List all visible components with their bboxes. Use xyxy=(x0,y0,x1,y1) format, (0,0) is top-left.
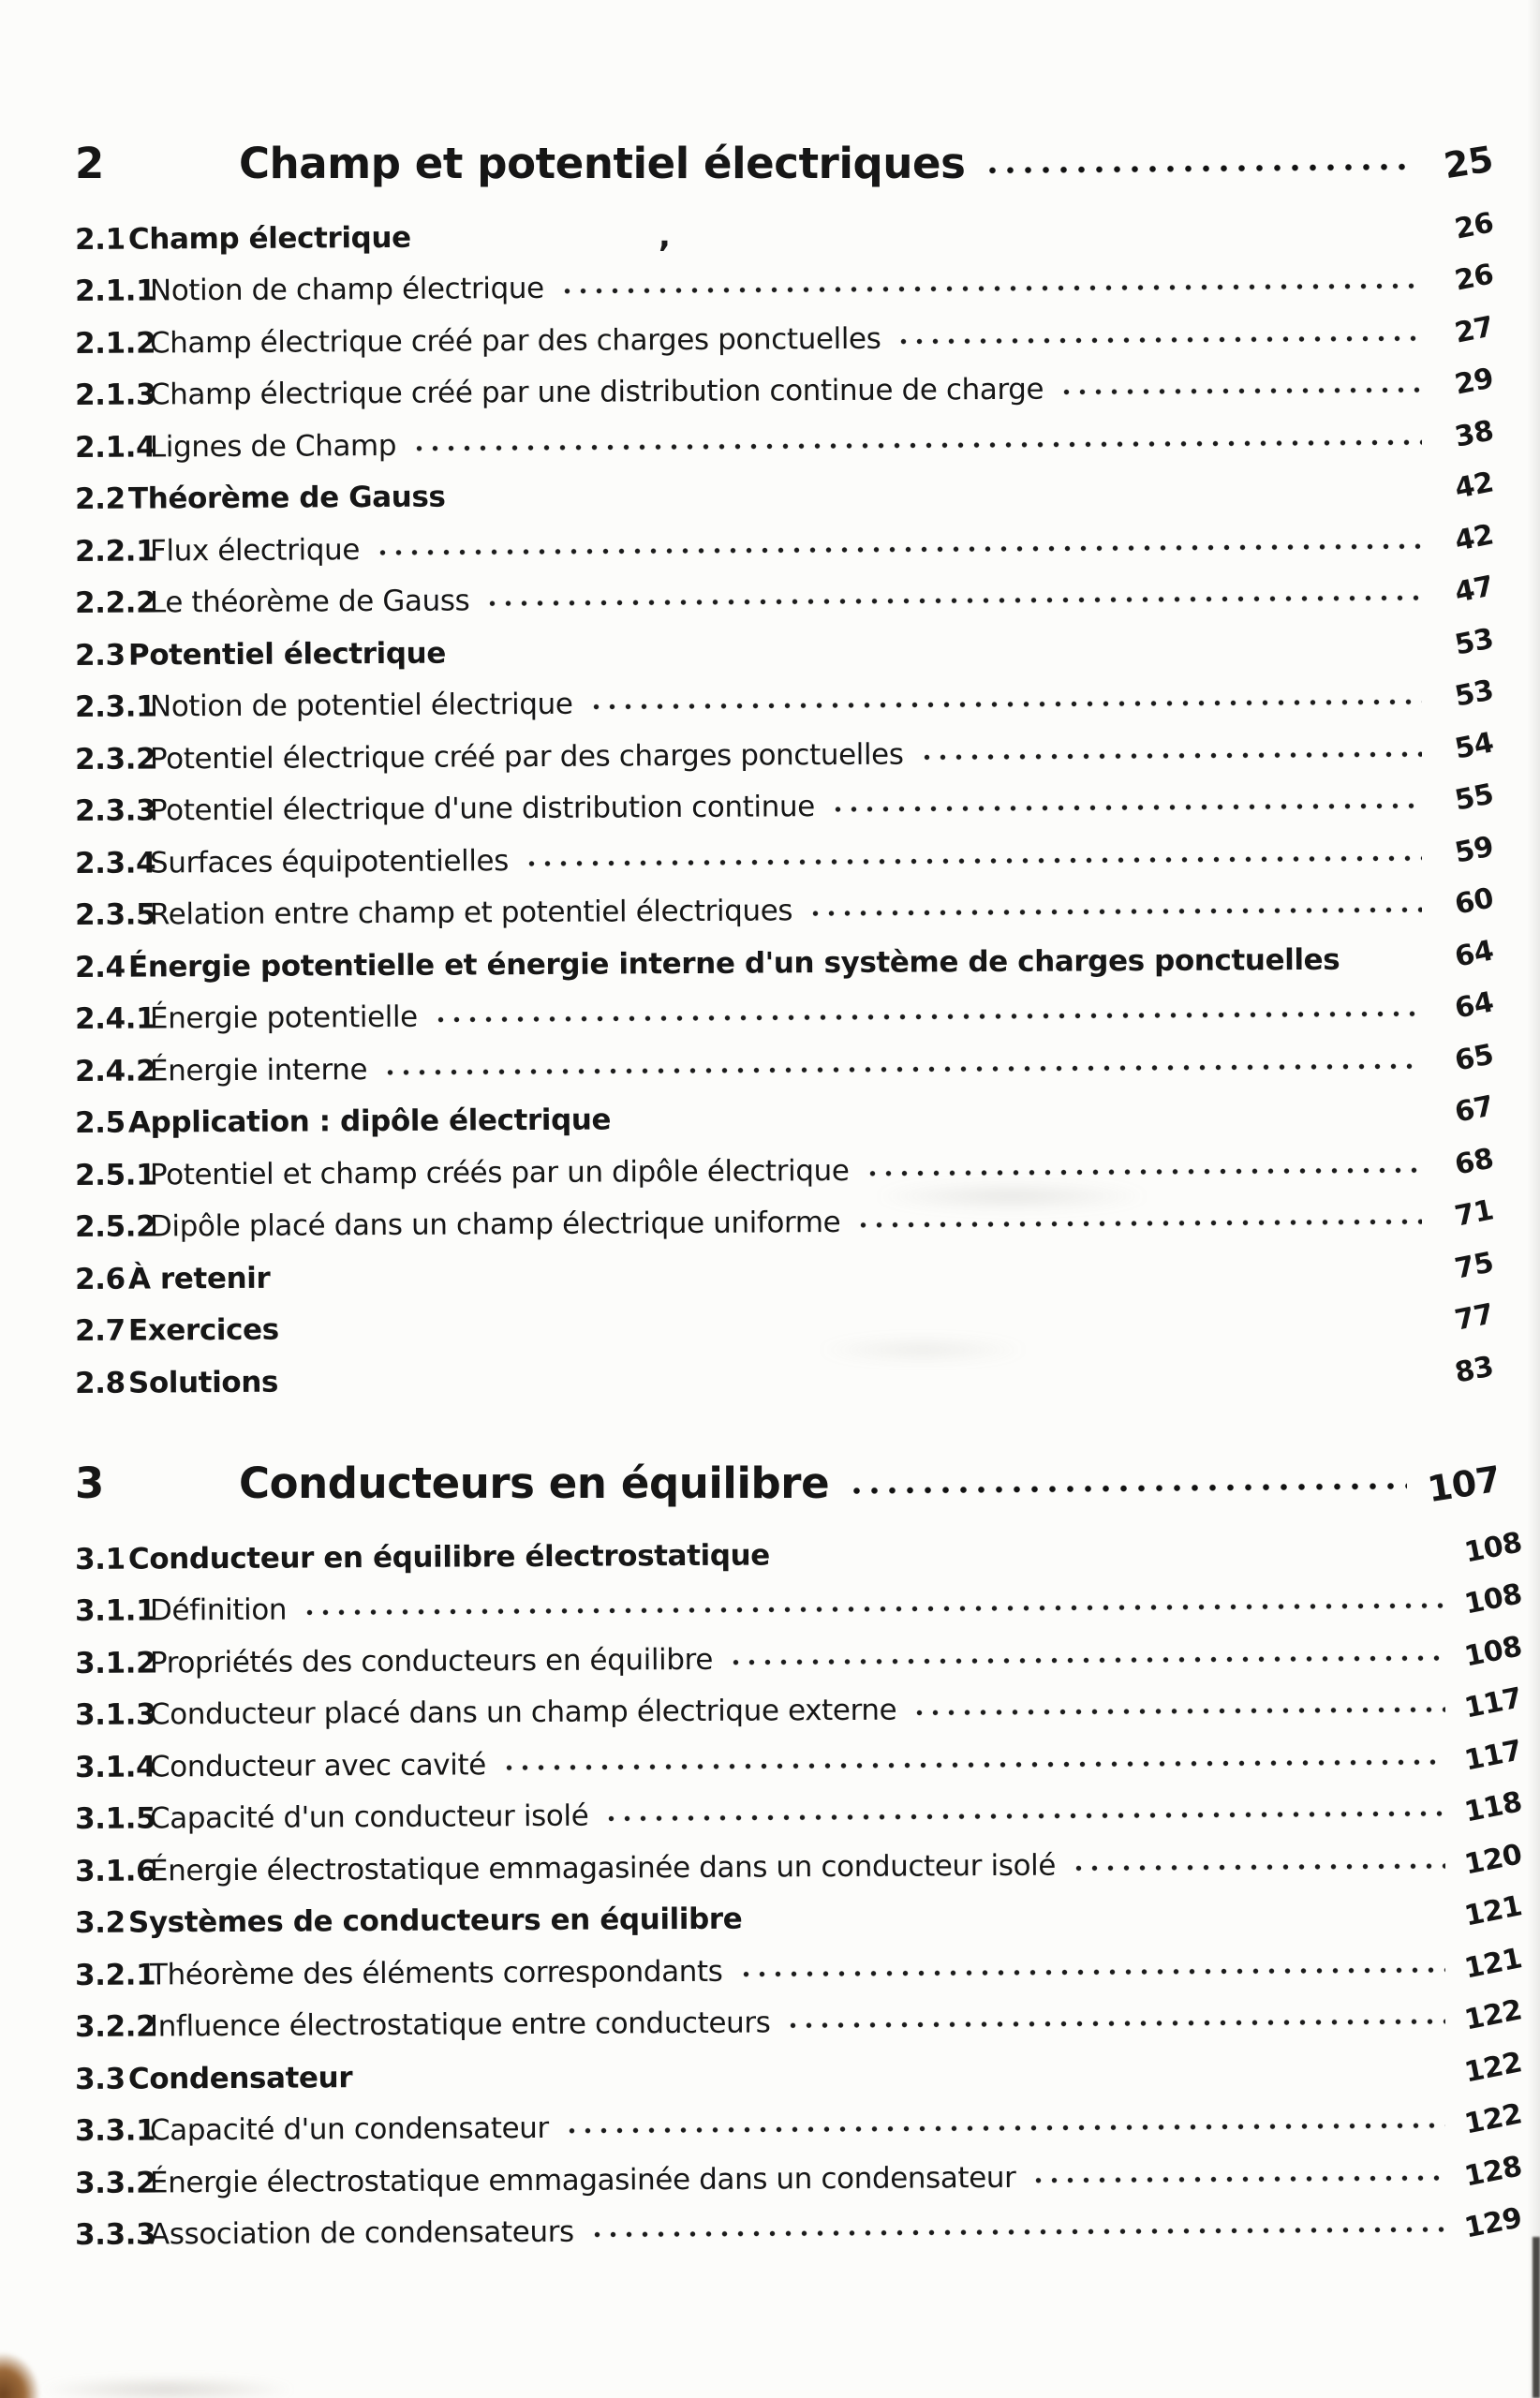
toc-entry xyxy=(75,569,1497,629)
dotted-leader xyxy=(728,1652,1445,1666)
toc-entry-page-number: 71 xyxy=(1452,1193,1497,1235)
toc-entry-title: Condensateur xyxy=(127,2060,353,2095)
toc-entry-page-number: 53 xyxy=(1452,622,1497,662)
toc-entry-page-number: 122 xyxy=(1461,2045,1525,2090)
dotted-leader xyxy=(603,1809,1444,1823)
toc-entry xyxy=(74,2096,1525,2157)
toc-entry-title: Le théorème de Gauss xyxy=(149,584,470,620)
toc-entry xyxy=(75,308,1497,369)
toc-entry-title: Relation entre champ et potentiel électriques xyxy=(149,894,793,932)
toc-entry-page-number: 121 xyxy=(1461,1889,1525,1933)
toc-entry-title: Surfaces équipotentielles xyxy=(149,843,510,880)
toc-entry-page-number: 29 xyxy=(1452,362,1497,403)
toc-entry-page-number: 47 xyxy=(1452,570,1497,611)
toc-entry-number: 3.2.2 xyxy=(74,2009,156,2044)
dotted-leader xyxy=(484,593,1422,608)
toc-entry-number: 2.3.1 xyxy=(74,689,156,724)
page-curvature-shadow xyxy=(1527,0,1540,2398)
toc-entry-page-number: 64 xyxy=(1452,985,1497,1027)
toc-entry-number: 3.1.6 xyxy=(74,1853,156,1888)
toc-entry xyxy=(75,1296,1497,1357)
toc-entry xyxy=(75,620,1497,681)
toc-entry xyxy=(74,1524,1525,1585)
toc-entry-page-number: 42 xyxy=(1452,466,1497,507)
toc-entry-page-number: 118 xyxy=(1461,1785,1525,1829)
dotted-leader xyxy=(757,1913,1444,1926)
toc-entry xyxy=(74,1888,1525,1949)
toc-entry xyxy=(75,412,1497,473)
toc-entry-number: 2.3 xyxy=(74,637,126,673)
toc-entry-page-number: 122 xyxy=(1461,1993,1525,2037)
toc-entry xyxy=(75,724,1497,785)
toc-entry xyxy=(74,1732,1525,1793)
toc-entry-number: 2.5.2 xyxy=(74,1209,156,1244)
stray-ink-mark-artifact: , xyxy=(659,217,671,255)
toc-entry-number: 2.8 xyxy=(74,1365,126,1400)
toc-entry-title: Énergie potentielle xyxy=(149,999,418,1036)
toc-entry xyxy=(75,881,1497,941)
dotted-leader xyxy=(411,437,1422,452)
toc-entry xyxy=(74,1836,1525,1897)
toc-entry xyxy=(75,1244,1497,1305)
toc-entry-page-number: 38 xyxy=(1452,414,1497,454)
toc-entry-title: Solutions xyxy=(127,1364,279,1399)
toc-entry xyxy=(75,673,1497,733)
toc-entry-number: 2.2.2 xyxy=(74,585,156,620)
toc-entry-page-number: 117 xyxy=(1461,1681,1525,1725)
toc-entry-title: Définition xyxy=(149,1592,288,1628)
toc-entry-page-number: 60 xyxy=(1452,881,1497,923)
toc-entry-number: 3.1.2 xyxy=(74,1645,156,1680)
toc-entry-title: Notion de potentiel électrique xyxy=(149,687,573,724)
toc-entry xyxy=(75,257,1497,318)
toc-entry-title: Potentiel électrique d'une distribution continue xyxy=(149,789,815,828)
toc-entry xyxy=(75,465,1497,525)
toc-entry-page-number: 59 xyxy=(1452,830,1497,870)
chapter-heading xyxy=(75,138,1497,188)
toc-entry-page-number: 68 xyxy=(1452,1142,1497,1182)
toc-entry-page-number: 128 xyxy=(1461,2149,1525,2194)
toc-entry-page-number: 26 xyxy=(1452,258,1497,299)
toc-entry-page-number: 108 xyxy=(1461,1629,1525,1674)
toc-entry xyxy=(74,1680,1525,1741)
dotted-leader xyxy=(984,161,1413,176)
dotted-leader xyxy=(785,1548,1445,1562)
toc-entry xyxy=(75,932,1497,993)
toc-entry-number: 3.3.3 xyxy=(74,2217,156,2252)
toc-entry-page-number: 54 xyxy=(1452,726,1497,766)
dotted-leader xyxy=(1030,2172,1444,2184)
toc-entry xyxy=(75,1192,1497,1253)
dotted-leader xyxy=(382,1060,1422,1076)
toc-entry-title: Lignes de Champ xyxy=(149,428,397,464)
dotted-leader xyxy=(830,801,1422,814)
toc-entry-number: 2.1 xyxy=(74,221,126,257)
toc-entry-page-number: 77 xyxy=(1452,1297,1497,1339)
toc-entry-title: Propriétés des conducteurs en équilibre xyxy=(149,1642,714,1680)
toc-entry-number: 3.1.4 xyxy=(74,1749,156,1784)
toc-entry xyxy=(74,1940,1525,2001)
toc-entry-page-number: 117 xyxy=(1461,1733,1525,1778)
toc-entry-title: Capacité d'un conducteur isolé xyxy=(149,1798,589,1836)
toc-entry xyxy=(75,984,1497,1045)
toc-entry-number: 2.1.2 xyxy=(74,325,156,361)
toc-entry-title: Énergie électrostatique emmagasinée dans un conducteur isolé xyxy=(149,1847,1057,1887)
toc-entry-number: 3.1 xyxy=(74,1541,126,1576)
dotted-leader xyxy=(1071,1860,1445,1872)
toc-entry-title: Énergie potentielle et énergie interne d'un système de charges ponctuelles xyxy=(127,942,1340,984)
toc-entry-title: Dipôle placé dans un champ électrique uniforme xyxy=(149,1205,841,1244)
toc-entry-title: Conducteur placé dans un champ électrique externe xyxy=(149,1693,897,1732)
dotted-leader xyxy=(737,1964,1444,1978)
toc-entry-title: Théorème de Gauss xyxy=(127,480,446,516)
toc-entry-page-number: 42 xyxy=(1452,518,1497,558)
dotted-leader xyxy=(293,1372,1422,1388)
dotted-leader xyxy=(559,281,1422,296)
toc-entry-number: 2.6 xyxy=(74,1261,126,1296)
toc-entry-number: 2.2.1 xyxy=(74,533,156,569)
toc-entry-number: 3.2.1 xyxy=(74,1957,156,1992)
toc-entry-title: Théorème des éléments correspondants xyxy=(149,1954,723,1991)
chapter-title: Conducteurs en équilibre xyxy=(239,1458,830,1508)
toc-entry-page-number: 83 xyxy=(1452,1350,1497,1390)
toc-entry xyxy=(75,1036,1497,1097)
toc-entry-title: À retenir xyxy=(127,1260,271,1295)
toc-entry-page-number: 120 xyxy=(1461,1837,1525,1882)
dotted-leader xyxy=(785,2017,1444,2030)
toc-entry-page-number: 53 xyxy=(1452,674,1497,715)
bleedthrough-ghost-text xyxy=(871,1182,1152,1210)
dotted-leader xyxy=(461,644,1422,659)
toc-entry-page-number: 55 xyxy=(1452,777,1497,819)
toc-entry-number: 2.3.4 xyxy=(74,845,156,881)
dotted-leader xyxy=(864,1164,1422,1177)
dotted-leader xyxy=(375,540,1422,556)
dotted-leader xyxy=(294,1321,1422,1337)
dotted-leader xyxy=(524,852,1422,867)
dotted-leader xyxy=(589,2225,1445,2240)
chapter-block xyxy=(74,1458,1525,2261)
toc-entry-title: Potentiel électrique créé par des charges ponctuelles xyxy=(149,736,904,776)
toc-entry-number: 2.4.1 xyxy=(74,1001,156,1036)
toc-entry-page-number: 75 xyxy=(1452,1246,1497,1286)
toc-entry-number: 2.7 xyxy=(74,1313,126,1348)
dotted-leader xyxy=(855,1217,1422,1230)
toc-entry-title: Énergie électrostatique emmagasinée dans un condensateur xyxy=(149,2160,1016,2199)
toc-entry-page-number: 67 xyxy=(1452,1089,1497,1131)
toc-entry-title: Potentiel et champ créés par un dipôle électrique xyxy=(149,1153,850,1192)
toc-entry-number: 2.3.3 xyxy=(74,793,156,828)
toc-entry xyxy=(74,1784,1525,1845)
dotted-leader xyxy=(433,1009,1422,1024)
toc-entry-title: Exercices xyxy=(127,1312,279,1348)
toc-entry-title: Conducteur avec cavité xyxy=(149,1747,486,1784)
toc-entry-page-number: 26 xyxy=(1452,206,1497,246)
dotted-leader xyxy=(302,1601,1444,1617)
toc-entry-number: 2.3.2 xyxy=(74,741,156,777)
toc-entry-number: 2.5 xyxy=(74,1105,126,1140)
toc-entry-title: Champ électrique créé par des charges ponctuelles xyxy=(149,320,881,360)
toc-entry-number: 2.3.5 xyxy=(74,897,156,932)
chapter-block xyxy=(74,138,1497,1409)
scan-smudge-corner xyxy=(0,2353,39,2398)
bleedthrough-ghost-text xyxy=(815,1338,1030,1362)
toc-entry xyxy=(74,2044,1525,2105)
toc-entry xyxy=(74,2200,1525,2261)
toc-entry-number: 2.1.1 xyxy=(74,274,156,308)
toc-entry-number: 3.3 xyxy=(74,2061,126,2096)
toc-entry-page-number: 108 xyxy=(1461,1577,1525,1621)
toc-entry-number: 2.1.4 xyxy=(74,429,156,465)
toc-entry-page-number: 65 xyxy=(1452,1038,1497,1078)
toc-entry-page-number: 27 xyxy=(1452,310,1497,350)
toc-entry-number: 3.3.1 xyxy=(74,2113,156,2148)
toc-entry xyxy=(75,516,1497,577)
toc-entry-page-number: 121 xyxy=(1461,1941,1525,1986)
scan-smudge xyxy=(26,2376,307,2398)
dotted-leader xyxy=(911,1705,1444,1717)
toc-entry-page-number: 64 xyxy=(1452,934,1497,974)
toc-entry-title: Notion de champ électrique xyxy=(149,271,544,308)
toc-entry-page-number: 129 xyxy=(1461,2201,1525,2245)
toc-entry xyxy=(75,1348,1497,1409)
toc-entry-title: Conducteur en équilibre électrostatique xyxy=(127,1537,770,1576)
toc-entry xyxy=(75,204,1497,265)
toc-entry-title: Systèmes de conducteurs en équilibre xyxy=(127,1902,743,1940)
toc-entry-number: 3.1.3 xyxy=(74,1697,156,1732)
dotted-leader xyxy=(919,748,1423,761)
toc-entry-number: 3.1.5 xyxy=(74,1801,156,1836)
dotted-leader xyxy=(848,1480,1407,1496)
toc-entry-number: 2.5.1 xyxy=(74,1157,156,1192)
toc-entry xyxy=(74,2148,1525,2209)
toc-entry xyxy=(75,361,1497,422)
toc-entry-number: 2.4 xyxy=(74,949,126,984)
chapter-number: 2 xyxy=(75,139,104,188)
toc-entry-page-number: 108 xyxy=(1461,1525,1525,1570)
toc-entry-number: 2.4.2 xyxy=(74,1053,156,1088)
toc-entry-number: 2.1.3 xyxy=(74,377,156,412)
toc-entry-title: Capacité d'un condensateur xyxy=(149,2110,549,2148)
toc-entry-number: 3.1.1 xyxy=(74,1593,156,1628)
dotted-leader xyxy=(1355,956,1422,966)
toc-entry-title: Champ électrique créé par une distribution continue de charge xyxy=(149,372,1044,412)
chapter-number: 3 xyxy=(75,1458,104,1508)
toc-entry xyxy=(75,1140,1497,1201)
dotted-leader xyxy=(588,697,1422,711)
dotted-leader xyxy=(1059,385,1422,396)
dotted-leader xyxy=(285,1268,1422,1284)
toc-entry-number: 3.2 xyxy=(74,1905,126,1940)
toc-entry-title: Potentiel électrique xyxy=(127,635,446,672)
dotted-leader xyxy=(807,905,1422,918)
dotted-leader xyxy=(501,1756,1445,1771)
dotted-leader xyxy=(626,1113,1422,1127)
toc-entry-title: Association de condensateurs xyxy=(149,2214,574,2252)
toc-entry xyxy=(74,1576,1525,1637)
chapter-title: Champ et potentiel électriques xyxy=(239,139,966,188)
toc-entry xyxy=(75,1088,1497,1149)
toc-entry-number: 2.2 xyxy=(74,481,126,516)
toc-entry-title: Champ électrique xyxy=(127,220,411,256)
dotted-leader xyxy=(896,333,1422,345)
toc-entry-number: 3.3.2 xyxy=(74,2165,156,2200)
dotted-leader xyxy=(460,489,1422,504)
dotted-leader xyxy=(564,2121,1445,2136)
toc-entry xyxy=(74,1628,1525,1689)
chapter-page-number: 107 xyxy=(1424,1458,1503,1511)
chapter-heading xyxy=(75,1458,1503,1511)
dotted-leader xyxy=(426,229,1422,244)
toc-entry-title: Application : dipôle électrique xyxy=(127,1103,612,1140)
chapter-page-number: 25 xyxy=(1441,138,1496,187)
toc-entry xyxy=(75,828,1497,889)
toc-entry-page-number: 122 xyxy=(1461,2097,1525,2141)
dotted-leader xyxy=(367,2068,1444,2084)
toc-entry-title: Énergie interne xyxy=(149,1052,368,1088)
scan-dark-edge-right xyxy=(1533,2237,1540,2398)
toc-entry-title: Influence électrostatique entre conducteurs xyxy=(149,2006,771,2044)
toc-entry-title: Flux électrique xyxy=(149,532,361,568)
toc-entry xyxy=(75,777,1497,837)
toc-entry xyxy=(74,1992,1525,2053)
